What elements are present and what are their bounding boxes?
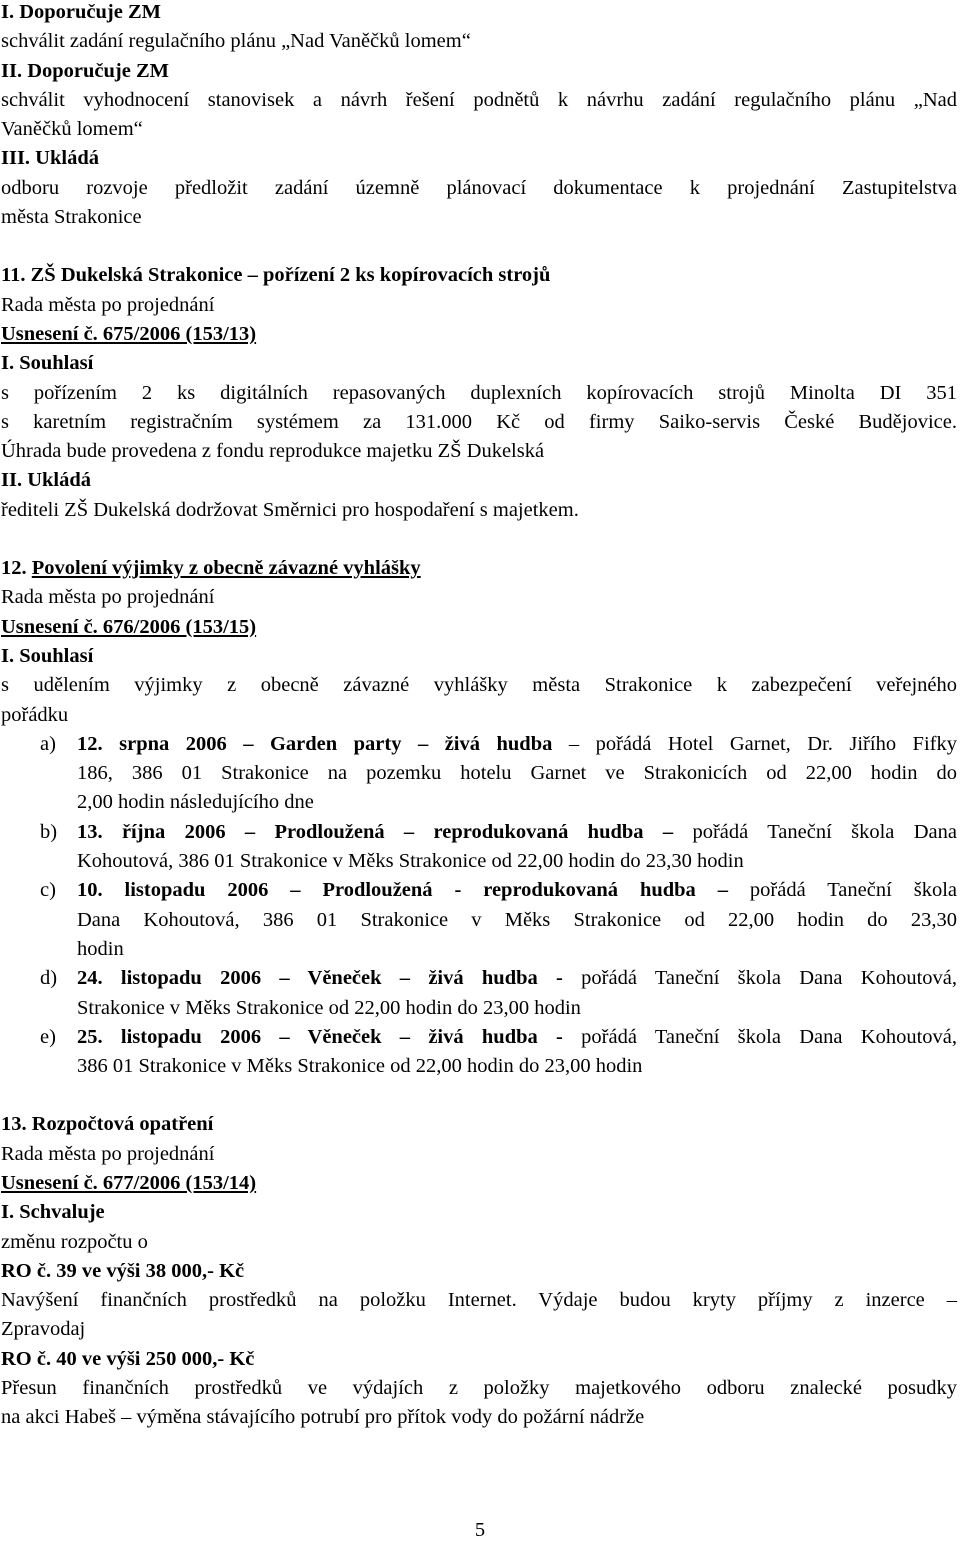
list-item-label: a) <box>40 732 56 755</box>
text-line: změnu rozpočtu o <box>1 1230 148 1253</box>
text-line: odboru rozvoje předložit zadání územně plánovací dokumentace k projednání Zastupitelstva <box>1 176 957 199</box>
event-organizer: pořádá Taneční škola Dana Kohoutová, <box>562 967 957 990</box>
text-line: s pořízením 2 ks digitálních repasovaných duplexních kopírovacích strojů Minolta DI 351 <box>1 381 957 404</box>
budget-measure-40: RO č. 40 ve výši 250 000,- Kč <box>1 1347 255 1370</box>
list-item <box>1 876 957 964</box>
list-item <box>1 1023 957 1082</box>
list-item-line: 386 01 Strakonice v Měks Strakonice od 22,00 hodin do 23,00 hodin <box>77 1055 643 1078</box>
section-heading-12 <box>1 554 957 583</box>
list-item <box>1 730 957 818</box>
section-sub: Rada města po projednání <box>1 586 215 609</box>
event-organizer: pořádá Taneční škola Dana Kohoutová, <box>562 1025 957 1048</box>
section-sub: Rada města po projednání <box>1 1142 215 1165</box>
list-item-label: e) <box>40 1025 56 1048</box>
text-line: města Strakonice <box>1 206 142 229</box>
text-line: na akci Habeš – výměna stávajícího potrubí pro přítok vody do požární nádrže <box>1 1406 645 1429</box>
heading-souhlasi: I. Souhlasí <box>1 644 94 667</box>
section-title: Povolení výjimky z obecně závazné vyhlášky <box>31 557 421 580</box>
list-item-line: 2,00 hodin následujícího dne <box>77 791 314 814</box>
section-number: 12. <box>1 557 32 580</box>
text-line: Zpravodaj <box>1 1318 86 1341</box>
heading-doporucuje-1: I. Doporučuje ZM <box>1 1 162 23</box>
text-line: s karetním registračním systémem za 131.000 Kč od firmy Saiko-servis České Budějovice. <box>1 410 957 433</box>
heading-uklada: II. Ukládá <box>1 469 92 492</box>
event-title: 24. listopadu 2006 – Věneček – živá hudba - <box>77 967 563 990</box>
text-line: schválit vyhodnocení stanovisek a návrh řešení podnětů k návrhu zadání regulačního plánu „Nad <box>1 88 957 111</box>
text-line: Navýšení finančních prostředků na položku Internet. Výdaje budou kryty příjmy z inzerce – <box>1 1289 957 1312</box>
text-line: Úhrada bude provedena z fondu reprodukce majetku ZŠ Dukelská <box>1 440 545 463</box>
text-line: Přesun finančních prostředků ve výdajích z položky majetkového odboru znalecké posudky <box>1 1377 957 1400</box>
heading-souhlasi: I. Souhlasí <box>1 352 94 375</box>
text-line: schválit zadání regulačního plánu „Nad Vaněčků lomem“ <box>1 30 471 53</box>
text-line: s udělením výjimky z obecně závazné vyhlášky města Strakonice k zabezpečení veřejného <box>1 674 957 697</box>
list-item <box>1 818 957 877</box>
text-line: Vaněčků lomem“ <box>1 118 143 141</box>
list-item-line: hodin <box>77 937 124 960</box>
text-line: pořádku <box>1 703 69 726</box>
resolution-number: Usnesení č. 675/2006 (153/13) <box>1 322 257 345</box>
list-item-line: 186, 386 01 Strakonice na pozemku hotelu Garnet ve Strakonicích od 22,00 hodin do <box>77 762 957 785</box>
page-number: 5 <box>474 1519 486 1541</box>
event-organizer: – pořádá Hotel Garnet, Dr. Jiřího Fifky <box>552 732 957 755</box>
event-title: 13. října 2006 – Prodloužená – reprodukovaná hudba – <box>77 820 674 843</box>
list-item-line: Kohoutová, 386 01 Strakonice v Měks Strakonice od 22,00 hodin do 23,30 hodin <box>77 850 744 873</box>
text-line: řediteli ZŠ Dukelská dodržovat Směrnici pro hospodaření s majetkem. <box>1 498 579 521</box>
heading-doporucuje-2: II. Doporučuje ZM <box>1 59 169 82</box>
list-item-line <box>77 730 957 759</box>
list-item-line <box>77 1023 957 1052</box>
section-sub: Rada města po projednání <box>1 293 215 316</box>
list-item-line: Dana Kohoutová, 386 01 Strakonice v Měks Strakonice od 22,00 hodin do 23,30 <box>77 908 957 931</box>
resolution-number: Usnesení č. 677/2006 (153/14) <box>1 1171 257 1194</box>
section-heading-13: 13. Rozpočtová opatření <box>1 1113 214 1136</box>
list-item-label: b) <box>40 820 58 843</box>
heading-uklada: III. Ukládá <box>1 147 99 170</box>
event-organizer: pořádá Taneční škola <box>727 879 957 902</box>
event-title: 10. listopadu 2006 – Prodloužená - reprodukovaná hudba – <box>77 879 728 902</box>
event-organizer: pořádá Taneční škola Dana <box>673 820 957 843</box>
list-item-line: Strakonice v Měks Strakonice od 22,00 hodin do 23,00 hodin <box>77 996 581 1019</box>
list-item-label: c) <box>40 879 56 902</box>
list-item-line <box>77 876 957 905</box>
heading-schvaluje: I. Schvaluje <box>1 1201 105 1224</box>
document-page <box>1 0 957 1433</box>
list-item-line <box>77 964 957 993</box>
list-item-line <box>77 818 957 847</box>
budget-measure-39: RO č. 39 ve výši 38 000,- Kč <box>1 1259 245 1282</box>
section-heading-11: 11. ZŠ Dukelská Strakonice – pořízení 2 ks kopírovacích strojů <box>1 264 551 287</box>
event-title: 25. listopadu 2006 – Věneček – živá hudba - <box>77 1025 563 1048</box>
resolution-number: Usnesení č. 676/2006 (153/15) <box>1 615 257 638</box>
list-item-label: d) <box>40 967 58 990</box>
list-item <box>1 964 957 1023</box>
event-title: 12. srpna 2006 – Garden party – živá hudba <box>77 732 553 755</box>
